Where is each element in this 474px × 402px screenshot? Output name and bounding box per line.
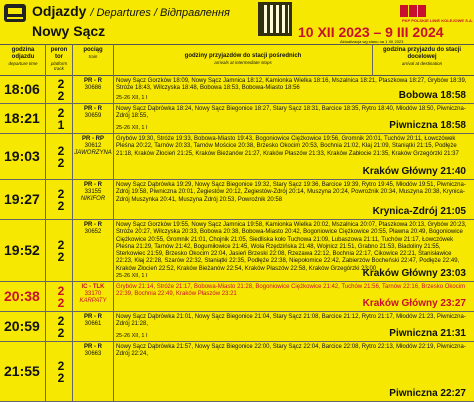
train-info bbox=[74, 344, 112, 358]
operator-name: PKP POLSKIE LINIE KOLEJOWE S.A. bbox=[401, 18, 473, 23]
train-type: PR - R bbox=[84, 344, 102, 350]
destination-arrival: Krynica-Zdrój 21:05 bbox=[372, 206, 466, 217]
table-row bbox=[0, 180, 474, 220]
platform-number: 2 bbox=[57, 106, 65, 120]
train-info bbox=[74, 284, 112, 305]
track-number: 2 bbox=[57, 156, 65, 170]
train-info bbox=[74, 314, 112, 328]
train-info bbox=[74, 106, 112, 120]
table-row bbox=[0, 282, 474, 312]
departure-time: 19:03 bbox=[4, 148, 40, 164]
train-info bbox=[74, 182, 112, 203]
update-note: Aktualizacja wg stanu na 1 XII 2023 bbox=[340, 39, 404, 44]
platform-number: 2 bbox=[57, 144, 65, 158]
pkp-logo bbox=[400, 4, 430, 18]
table-row bbox=[0, 312, 474, 342]
track-number: 2 bbox=[57, 250, 65, 264]
platform-number: 2 bbox=[57, 187, 65, 201]
qr-code-icon[interactable] bbox=[258, 2, 292, 36]
train-number: 33155 bbox=[84, 189, 102, 195]
track-number: 1 bbox=[57, 118, 65, 132]
destination-arrival: Kraków Główny 23:27 bbox=[362, 298, 466, 309]
header bbox=[0, 0, 474, 44]
service-note: 25-26 XII, 1 I bbox=[116, 273, 148, 279]
train-type: PR - RP bbox=[81, 136, 104, 142]
departure-time: 20:38 bbox=[4, 288, 40, 304]
train-name: KARPATY bbox=[79, 298, 107, 304]
service-note: 25-26 XII, 1 I bbox=[116, 125, 148, 131]
service-note: 25-26 XII, 1 I bbox=[116, 95, 148, 101]
table-row bbox=[0, 342, 474, 402]
departure-time: 20:59 bbox=[4, 318, 40, 334]
train-number: 30612 bbox=[84, 143, 102, 149]
train-type: PR - R bbox=[84, 106, 102, 112]
intermediate-stops: Grybów 19:30, Stróże 19:33, Bobowa-Miasto 19:43, Bogoniowice Ciężkowice 19:56, Gromnik 20:01, Tuchów 20:11, Łowczówek Pleśna 20:22, Tarnów 20:33, Tarnów Mościce 20:38, Brzesko Okocim 20:53, Bochnia 21:02, Kłaj 21:09, Staniątki 21:15, Podłęże 21:18, Kraków Złocień 21:25, Kraków Bieżanów 21:27, Kraków Płaszów 21:33, Kraków Zabłocie 21:35, Kraków Grzegórzki 21:37 bbox=[116, 136, 459, 157]
col-train: pociąg train bbox=[83, 47, 103, 59]
table-row bbox=[0, 104, 474, 134]
intermediate-stops: Nowy Sącz Gorzków 19:55, Nowy Sącz Jamnica 19:58, Kamionka Wielka 20:02, Mszalnica 20:07, Ptaszkowa 20:13, Grybów 20:23, Stróże 20:27, Wilczyska 20:33, Bobowa 20:38, Bobowa-Miasto 20:42, Bogoniowice Ciężkowice 20:55, Pławna 20:49, Bogoniowice Ciężkowice 20:55, Gromnik 21:01, Chojnik 21:05, Siedliska koło Tuchowa 21:09, Lubaszowa 21:11, Tuchów 21:17, Łowczówek Pleśna 21:29, Tarnów 21:42, Bogumiłowice 21:45, Wola Rzędzińska 21:48, Wojnicz 21:51, Grabno 21:53, Biadoliny 21:55, Sterkowiec 21:59, Brzesko Okocim 22:04, Jasień Brzeski 22:08, Rzezawa 22:12, Bochnia 22:17, Cikowice 22:21, Stanisławice 22:23, Kłaj 22:28, Szarów 22:32, Staniątki 22:35, Podłęże 22:38, Niepołomice 22:42, Zabierzów Bocheński 22:47, Podłęże 22:49, Kraków Złocień 22:52, Kraków Bieżanów 22:54, Kraków Płaszów 22:58, Kraków Grzegórzki 23:00 bbox=[116, 222, 467, 272]
train-number: 30663 bbox=[84, 351, 102, 357]
train-number: 30686 bbox=[84, 85, 102, 91]
platform-number: 2 bbox=[57, 238, 65, 252]
intermediate-stops: Nowy Sącz Gorzków 18:09, Nowy Sącz Jamnica 18:12, Kamionka Wielka 18:16, Mszalnica 18:21, Ptaszkowa 18:27, Grybów 18:39, Stróże 18:43, Wilczyska 18:48, Bobowa 18:53, Bobowa-Miasto 18:56 bbox=[116, 78, 467, 92]
platform-number: 2 bbox=[57, 359, 65, 373]
station-name: Nowy Sącz bbox=[32, 23, 106, 39]
platform-number: 2 bbox=[57, 77, 65, 91]
train-type: PR - R bbox=[84, 222, 102, 228]
title-text: Odjazdy bbox=[32, 3, 87, 19]
col-time: godzina odjazdu departure time bbox=[8, 47, 38, 66]
intermediate-stops: Nowy Sącz Dąbrówka 21:57, Nowy Sącz Biegonice 22:00, Stary Sącz 22:04, Barcice 22:08, Rytro 22:13, Młodów 22:19, Piwniczna-Zdrój 22:24, bbox=[116, 344, 466, 358]
destination-arrival: Piwniczna 22:27 bbox=[389, 388, 466, 399]
divider bbox=[372, 44, 373, 76]
train-name: JAWORZYNA bbox=[74, 150, 112, 156]
intermediate-stops: Nowy Sącz Dąbrówka 19:29, Nowy Sącz Biegonice 19:32, Stary Sącz 19:36, Barcice 19:39, Rytro 19:45, Młodów 19:51, Piwniczna-Zdrój 19:58, Piwniczna 20:01, Żegiestów 20:12, Żegiestów-Zdrój 20:14, Muszyna 20:24, Powroźnik 20:34, Muszyna 20:38, Krynica-Zdrój Muszynka 20:41, Muszyna Zdrój 20:53, Powroźnik 20:58 bbox=[116, 182, 466, 203]
train-icon bbox=[4, 4, 26, 22]
departure-time: 21:55 bbox=[4, 363, 40, 379]
departure-time: 18:06 bbox=[4, 81, 40, 97]
intermediate-stops: Grybów 21:14, Stróże 21:17, Bobowa-Miasto 21:28, Bogoniowice Ciężkowice 21:42, Tuchów 21:56, Tarnów 22:16, Brzesko Okocim 22:39, Bochnia 22:49, Kraków Płaszów 23:21 bbox=[116, 284, 466, 298]
train-number: 33170 bbox=[84, 291, 102, 297]
track-number: 2 bbox=[57, 371, 65, 385]
intermediate-stops: Nowy Sącz Dąbrówka 18:24, Nowy Sącz Biegonice 18:27, Stary Sącz 18:31, Barcice 18:35, Rytro 18:40, Młodów 18:50, Piwniczna-Zdrój 18:55, bbox=[116, 106, 466, 120]
track-number: 2 bbox=[57, 326, 65, 340]
destination-arrival: Bobowa 18:58 bbox=[398, 90, 466, 101]
col-stops: godziny przyjazdów do stacji pośrednich arrivals at intermediate stops bbox=[184, 53, 302, 65]
departure-time: 18:21 bbox=[4, 110, 40, 126]
train-info bbox=[74, 136, 112, 157]
service-note: 25-26 XII, 1 I bbox=[116, 333, 148, 339]
track-number: 2 bbox=[57, 89, 65, 103]
train-number: 30652 bbox=[84, 229, 102, 235]
platform-number: 2 bbox=[57, 314, 65, 328]
table-row bbox=[0, 76, 474, 104]
intermediate-stops: Nowy Sącz Dąbrówka 21:01, Nowy Sącz Biegonice 21:04, Stary Sącz 21:08, Barcice 21:12, Rytro 21:17, Młodów 21:23, Piwniczna-Zdrój 21:28, bbox=[116, 314, 466, 328]
departure-time: 19:27 bbox=[4, 191, 40, 207]
train-type: PR - R bbox=[84, 314, 102, 320]
destination-arrival: Piwniczna 21:31 bbox=[389, 328, 466, 339]
track-number: 2 bbox=[57, 199, 65, 213]
train-info bbox=[74, 78, 112, 92]
destination-arrival: Piwniczna 18:58 bbox=[389, 120, 466, 131]
col-platform: peron tor platform track bbox=[50, 47, 68, 71]
train-number: 30661 bbox=[84, 321, 102, 327]
departure-time: 19:52 bbox=[4, 242, 40, 258]
track-number: 2 bbox=[57, 296, 65, 310]
train-info bbox=[74, 222, 112, 236]
table-row bbox=[0, 220, 474, 282]
page-title bbox=[32, 3, 230, 19]
title-subtitle: / Departures / Відправлення bbox=[90, 7, 230, 19]
train-type: IC - TLK bbox=[81, 284, 105, 290]
train-type: PR - R bbox=[84, 78, 102, 84]
col-destination: godzina przyjazdu do stacji docelowej arrival at destination bbox=[382, 47, 461, 66]
train-name: NIKIFOR bbox=[80, 196, 106, 202]
platform-number: 2 bbox=[57, 284, 65, 298]
table-row bbox=[0, 134, 474, 180]
destination-arrival: Kraków Główny 23:03 bbox=[362, 268, 466, 279]
train-type: PR - R bbox=[84, 182, 102, 188]
validity-dates: 10 XII 2023 – 9 III 2024 bbox=[298, 24, 444, 40]
train-number: 30659 bbox=[84, 113, 102, 119]
destination-arrival: Kraków Główny 21:40 bbox=[362, 166, 466, 177]
